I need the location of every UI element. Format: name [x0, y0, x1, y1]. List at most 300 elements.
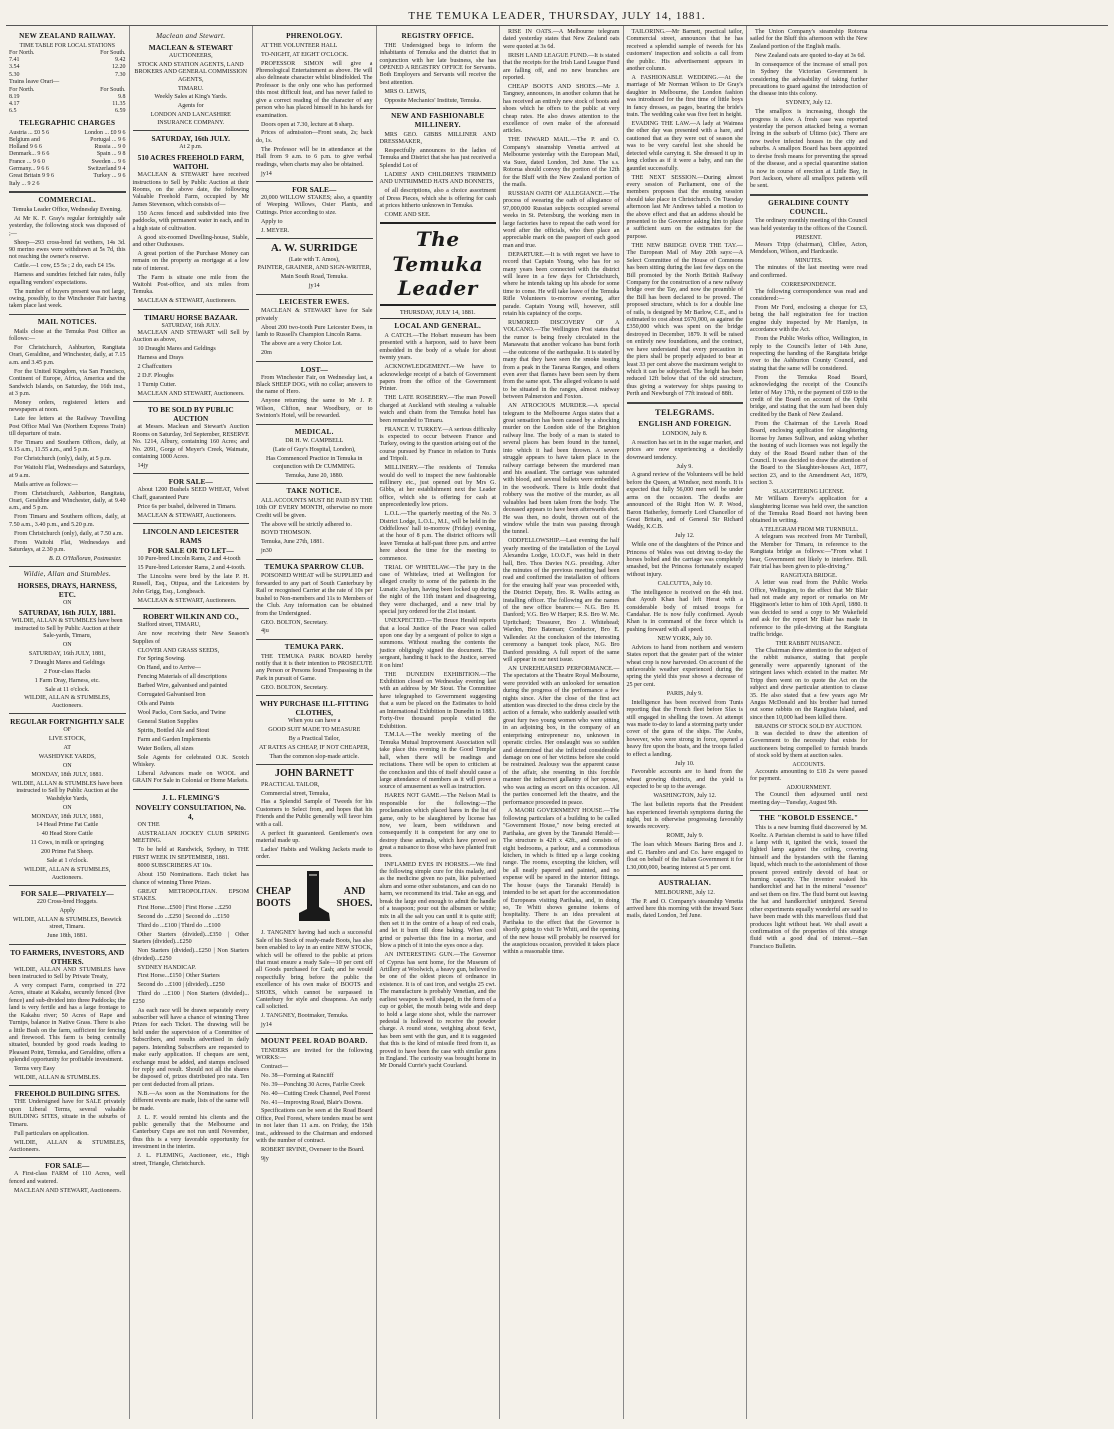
- paragraph: Contract—: [261, 1063, 289, 1070]
- table-cell: 4.17: [9, 101, 20, 108]
- divider: [256, 865, 373, 866]
- paragraph: Ladies' Habits and Walking Jackets made to order.: [256, 846, 373, 861]
- paragraph: Non Starters (divided)...£250 | Non Starters (divided)...£250: [132, 948, 249, 962]
- paragraph: PAINTER, GRAINER, AND SIGN-WRITER,: [257, 265, 372, 272]
- paragraph: SYDNEY HANDICAP.: [137, 964, 196, 971]
- paragraph: WILDIE, ALLAN & STUMBLES, Beswick street, Timaru.: [12, 916, 122, 931]
- table-cell: Switzerland 9 4: [87, 166, 126, 173]
- bazaar-text: [133, 330, 250, 398]
- table-cell: 9.8: [118, 93, 126, 100]
- australian-place: MELBOURNE, July 12.: [654, 889, 715, 896]
- table-cell: 5.30: [9, 71, 20, 78]
- railway-heading: NEW ZEALAND RAILWAY.: [19, 32, 116, 40]
- divider: [380, 108, 497, 109]
- paragraph: On Hand, and to Arrive—: [137, 665, 201, 672]
- table-cell: 7.41: [9, 57, 20, 64]
- saturday-time: At 2 p.m.: [179, 144, 203, 151]
- correspondence-heading: CORRESPONDENCE.: [781, 281, 837, 288]
- paragraph: SATURDAY, 16th JULY, 1881,: [28, 650, 106, 657]
- paragraph: FRANCE V. TURKEY.—A serious difficulty is expected to occur between France and Turkey, owing to the question arising out of the course pursued by France in relation to Tunis and Tripoli.: [379, 426, 496, 463]
- divider: [133, 130, 250, 131]
- paragraph: THE LATE ROSEBERY.—The man Powell charged at Auckland with stealing a valuable watch and chain from the Temuka hotel has been remanded to Timaru.: [379, 395, 496, 424]
- peel-heading: MOUNT PEEL ROAD BOARD.: [260, 1036, 368, 1045]
- table-row: [9, 181, 126, 188]
- mail-signature: B. D. O'Halloran, Postmaster.: [49, 555, 122, 562]
- page-header-text: THE TEMUKA LEADER, THURSDAY, JULY 14, 1881.: [408, 10, 706, 22]
- local-text-continued: [503, 29, 620, 957]
- table-cell: Spain ... 9 8: [96, 151, 126, 158]
- paragraph: Mails arrive as follows:—: [14, 481, 78, 488]
- minutes-text: The minutes of the last meeting were read and confirmed.: [750, 265, 868, 279]
- australian-heading: AUSTRALIAN.: [658, 878, 712, 887]
- paragraph: Specifications can be seen at the Road Board Office, Peel Forest, where tenders must be sent in not later than 11 a.m. on Friday, the 15th inst., addressed to the Chairman and endorsed with the number of contract.: [256, 1108, 373, 1145]
- clothes-title: WHY PURCHASE ILL-FITTING CLOTHES,: [259, 699, 369, 718]
- albury-title: TO BE SOLD BY PUBLIC AUCTION: [147, 405, 234, 424]
- railway-labels: [9, 50, 126, 57]
- sparrow-text: [256, 573, 373, 635]
- masthead: The Temuka Leader: [380, 222, 497, 305]
- table-row: [9, 151, 126, 158]
- ms-heading: Maclean and Stewart.: [156, 32, 226, 40]
- paragraph: jy14: [261, 1022, 272, 1029]
- medical-text: [256, 438, 373, 480]
- rams-heading: LINCOLN AND LEICESTER RAMS: [142, 527, 239, 546]
- commercial-heading: COMMERCIAL.: [38, 196, 96, 205]
- telegram-dateline: July 12.: [675, 533, 695, 540]
- paragraph: 4ju: [261, 628, 269, 635]
- millinery-heading: NEW AND FASHIONABLE MILLINERY.: [391, 112, 485, 129]
- paragraph: About 150 Nominations. Each ticket has chance of winning Three Prizes.: [132, 872, 249, 886]
- paragraph: Second do ...£250 | Second do ...£150: [137, 913, 230, 920]
- table-row: [9, 159, 126, 166]
- paragraph: WILDIE, ALLAN & STUMBLES have been instructed to Sell by Public Auction at the Washdyke Yards,: [11, 780, 123, 802]
- paragraph: OF: [63, 727, 72, 734]
- paragraph: Corrugated Galvanised Iron: [137, 692, 206, 699]
- paragraph: ON: [62, 763, 72, 770]
- paragraph: MACLEAN & STEWART have for Sale privately: [256, 308, 373, 322]
- accounts-heading: ACCOUNTS.: [792, 762, 826, 768]
- brands-text: It was decided to draw the attention of Government to the necessity that exists for auctioneers being compelled to furnish brands of stock sold by them at auction sales.: [750, 730, 868, 760]
- paragraph: MRS O. LEWIS,: [384, 88, 427, 95]
- paragraph: New Zealand oats are quoted to-day at 3s 6d.: [755, 52, 866, 59]
- rams-text: [133, 556, 250, 605]
- paragraph: Than the common slop-made article.: [269, 753, 359, 760]
- boots-left: BOOTS: [256, 898, 291, 910]
- paragraph: From Timaru and Southern offices, daily, at 7.50 a.m., 3.40 p.m., and 5.20 p.m.: [9, 514, 126, 528]
- paragraph: CLOVER AND GRASS SEEDS,: [137, 647, 220, 654]
- phrenology-heading: PHRENOLOGY.: [286, 32, 343, 40]
- divider: [133, 608, 250, 609]
- paragraph: From the Public Works office, Wellington, in reply to the Council's letter of 14th June, respecting the handing of the Rangitata bridge over to the Ashburton County Council, and stating that the same will be considered.: [750, 336, 868, 372]
- paragraph: ON THE: [137, 821, 160, 828]
- paragraph: From Waitohi Flat, Wednesdays and Saturdays, at 2.30 p.m.: [9, 539, 126, 553]
- paragraph: A FASHIONABLE WEDDING.—At the marriage of Mr Norman Wilson to Dr Gray's daughter in Melbourne, the London fashion was introduced for the first time of little boys in fancy dresses, as pages, bearing the bride's train. The wedding cake was five feet in height.: [626, 75, 743, 119]
- paragraph: THE INWARD MAIL.—The P. and O. Company's steamship Venetia arrived at Melbourne yesterday with the European Mail, via Suez, dated London, 3rd June. The s.s. Rotorua should convey the portion of the 12th for the Bluff with the New Zealand portion of the mails.: [503, 137, 620, 188]
- mail-text: [9, 329, 126, 555]
- divider: [750, 810, 868, 811]
- paragraph: INFLAMED EYES IN HORSES.—We find the following simple cure for this malady, and as the medicine given no pain, like pulverised alum and some other substances, and can do no harm, we recommend its trial. Take an egg, and break the large end enough to admit the handle of a teaspoon; pour out the albumen or white; mix in all the salt you can until it is quite stiff; then set it in the centre of a heap of red coals, and let it burn till done baking. When cool grind or pulverise this fine in a mortar, and blow a pinch of it into the eyes once a day.: [379, 861, 496, 950]
- paragraph: Fencing Materials of all descriptions: [137, 674, 227, 681]
- paragraph: Sale at 1 o'clock.: [46, 858, 88, 865]
- horses-date: SATURDAY, 16th JULY, 1881.: [18, 608, 116, 618]
- paragraph: No. 41—Improving Road, Blair's Downs.: [261, 1099, 363, 1106]
- correspondence-text: [750, 289, 868, 488]
- table-cell: 3.54: [9, 64, 20, 71]
- paragraph: DR H. W. CAMPBELL: [285, 438, 344, 445]
- local-heading: LOCAL AND GENERAL.: [394, 322, 482, 331]
- waitohi-text: [133, 172, 250, 306]
- paragraph: Anyone returning the same to Mr J. P. Wilson, Clifton, near Woodbury, or to Swinton's Hotel, will be rewarded.: [256, 398, 373, 420]
- column-2: [130, 26, 254, 1419]
- paragraph: COME AND SEE.: [384, 211, 431, 218]
- paragraph: About 200 two-tooth Pure Leicester Ewes, in lamb to Russell's Champion Lincoln Rams.: [256, 324, 373, 339]
- wildie-heading: Wildie, Allan and Stumbles.: [23, 570, 112, 579]
- telegram-dateline: July 9.: [676, 463, 693, 470]
- column-6: [624, 26, 748, 1419]
- table-row: [9, 144, 126, 151]
- fleming-title: NOVELTY CONSULTATION, No. 4,: [135, 802, 246, 821]
- paragraph: From Christchurch, Ashburton, Rangitata, Orari, Geraldine and Winchester, daily, at 9.40 a.m., and 5 p.m.: [9, 490, 126, 512]
- minutes-heading: MINUTES.: [795, 258, 823, 265]
- paragraph: GEO. BOLTON, Secretary.: [261, 684, 328, 691]
- paragraph: AN UNREHEARSED PERFORMANCE.—The spectators at the Theatre Royal Melbourne, were provided with an unlooked for sensation during the progress of the performance a few nights since. After the close of the first act attention was directed to the dress circle by the action of a female, who suddenly assailed with great fury two young women who were sitting in an adjoining box, in the company of an enterprising entrepreneur no, unknown in operatic circles. Her onslaught was so sudden and determined that she inflicted considerable damage on one of her victims before she could be restrained. Jealousy was the apparent cause of the affair, she resenting in this forcible manner the indiscreet gallantry of her spouse, who was acting as escort on this occasion. All the parties concerned left the theatre, and the performance proceeded in peace.: [503, 665, 620, 806]
- paragraph: THE TEMUKA PARK BOARD hereby notify that it is their intention to PROSECUTE any Person or Persons found Trespassing in the Park in pursuit of Game.: [256, 653, 373, 682]
- divider: [9, 1157, 126, 1158]
- paragraph: The Lincolns were bred by the late P. H. Russell, Esq., Otipua, and the Leicesters by John Grigg, Esq., Longbeach.: [132, 574, 249, 595]
- paragraph: 150 Acres fenced and subdivided into five paddocks, with permanent water in each, and in a high state of cultivation.: [132, 210, 249, 232]
- gibbs-text: [380, 132, 497, 220]
- paragraph: Barbed Wire, galvanised and painted: [137, 683, 228, 690]
- paragraph: Second do ...£100 | (divided)...£250: [137, 982, 225, 989]
- paragraph: WILDIE, ALLAN & STUMBLES, Auctioneers.: [24, 867, 111, 881]
- rabbit-heading: THE RABBIT NUISANCE.: [775, 640, 842, 647]
- times-table: [9, 57, 126, 79]
- divider: [9, 885, 126, 886]
- paragraph: MACLEAN & STEWART, Auctioneers.: [137, 512, 237, 519]
- paragraph: Full particulars on application.: [14, 1130, 89, 1137]
- paragraph: The Union Company's steamship Rotorua sailed for the Bluff this afternoon with the New Zealand portion of the English mails.: [750, 29, 868, 50]
- paragraph: ON: [62, 804, 72, 811]
- commercial-subheading: Temuka Leader Office, Wednesday Evening.: [12, 206, 122, 213]
- table-row: [9, 108, 126, 115]
- paragraph: MACLEAN & STEWART, Auctioneers.: [137, 298, 237, 305]
- divider: [256, 181, 373, 182]
- paragraph: The above are a very Choice Lot.: [261, 341, 343, 348]
- table-row: [9, 64, 126, 71]
- paragraph: Agents for: [177, 103, 204, 110]
- table-cell: Denmark... 9 6 6: [9, 151, 50, 158]
- clothes-text: [256, 718, 373, 761]
- paragraph: 2 D.F. Ploughs: [137, 373, 174, 379]
- paragraph: To be held at Randwick, Sydney, in THE FIRST WEEK IN SEPTEMBER, 1881.: [132, 847, 249, 861]
- adjournment-text: The Council then adjourned until next meeting day—Tuesday, August 9th.: [750, 792, 868, 806]
- paragraph: MILLINERY.—The residents of Temuka would do well to inspect the new fashionable millinery etc., just opened out by Mrs G. Gibbs, at her establishment next the Leader office, which she is offering for cash at unprecedentedly low prices.: [379, 465, 496, 509]
- column-1: [6, 26, 130, 1419]
- paragraph: A very compact Farm, comprised in 272 Acres, situate at Kakahu, securely fenced (live fence) and sub-divided into three Paddocks; the land is very fertile and has a large frontage to the Kakahu river; 50 Acres of Rape and Turnips, balance in Native Grass. There is also a little Bush on the farm, sufficient for fencing and firewood. This farm is being centrally situated, bounded by good roads leading to Pleasant Point, Temuka, and Geraldine, offers a splendid opportunity for profitable investment.: [9, 982, 126, 1064]
- notice-text: [256, 498, 373, 556]
- paragraph: ACKNOWLEDGEMENT.—We have to acknowledge receipt of a batch of Government papers from the office of the Government Printer.: [379, 364, 496, 393]
- telegrams-subheading: ENGLISH AND FOREIGN.: [638, 420, 732, 429]
- divider: [256, 361, 373, 362]
- table-cell: France ... 9 6 0: [9, 158, 45, 165]
- paragraph: AUCTIONEERS,: [168, 52, 213, 59]
- table-cell: Portugal ... 9 6: [90, 136, 126, 143]
- paragraph: Weekly Sales at King's Yards.: [154, 94, 228, 101]
- boots-right: SHOES.: [336, 898, 373, 910]
- paragraph: Harness and Drays: [137, 355, 184, 362]
- table-cell: Sweden ... 9 6: [91, 158, 126, 165]
- paragraph: Apply to: [261, 218, 283, 225]
- paragraph: Other Starters (divided)...£350 | Other Starters (divided)...£250: [132, 931, 249, 946]
- paragraph: A good six-roomed Dwelling-house, Stable, and other Outhouses.: [132, 234, 249, 248]
- registry-text: [380, 43, 497, 105]
- paragraph: N.B.—As soon as the Nominations for the different events are made, lists of the same will be made.: [132, 1090, 249, 1112]
- table-row: [9, 101, 126, 108]
- boot-icon: [295, 869, 333, 927]
- table-cell: Italy ... 9 2 6: [9, 180, 40, 187]
- paragraph: Commercial street, Temuka,: [261, 790, 330, 797]
- telegram-text: Favorable accounts are to hand from the wheat growing districts, and the yield is expected to be up to the average.: [626, 769, 743, 791]
- kobold-heading: THE "KOBOLD ESSENCE.": [759, 814, 859, 823]
- paragraph: UNEXPECTED.—The Bruce Herald reports that a local Justice of the Peace was called upon one day by a sergeant of police to sign a summons. Without reading the contents the justice obligingly signed the document. The sergeant, handing it back to the Justice, served it on him!: [379, 618, 496, 669]
- paragraph: GOOD SUIT MADE TO MEASURE: [268, 727, 361, 734]
- paragraph: A CATCH.—The Hobart museum has been presented with a harpoon, said to have been embedded in the body of a whale for about twenty years.: [379, 332, 496, 362]
- lost-title: LOST—: [300, 364, 328, 374]
- paragraph: J. TANGNEY having had such a successful Sale of his Stock of ready-made Boots, has also been enabled to lay in an entire NEW STOCK, which will be offered to the public at prices that must ensure a ready Sale—10 per cent off all Goods purchased for Cash; and he would respectfully bring before the public the excellence of his own make of BOOTS and SHOES, which cannot be surpassed in Canterbury for style and cheapness. An early call solicited.: [256, 930, 373, 1011]
- telegram-dateline: July 10.: [675, 760, 695, 767]
- newspaper-columns: [6, 26, 1108, 1419]
- paragraph: TO-NIGHT, AT EIGHT O'CLOCK.: [261, 51, 349, 58]
- table-cell: 11.35: [112, 101, 126, 108]
- paragraph: PROFESSOR SIMON will give a Phrenological Entertainment as above. He will also delineate character whilst blindfolded. The Professor is the only one who has performed this most difficult feat, and has never failed to give a correct reading of the character of any person who has placed himself in his hands for examination.: [256, 60, 373, 119]
- paragraph: TRIAL OF WHITELAW.—The jury in the case of Whitelaw, tried at Wellington for alleged cruelty to some of the patients in the Lunatic Asylum, having been locked up during the night of the 11th instant and disagreeing, they were discharged, and a new trial by special jury ordered for the 21st instant.: [379, 564, 496, 616]
- paragraph: 10 Draught Mares and Geldings: [137, 346, 216, 353]
- table-cell: London ... £0 9 6: [84, 129, 126, 136]
- paragraph: Third do ...£100 | Third do ...£100: [137, 922, 221, 929]
- turnbull-text: A telegram was received from Mr Turnbull, the Member for Timaru, in reference to the Rangitata bridge as follows:—"From what I hear, Government not likely to interfere. Bill. Fair trial has been given to pile-driving.": [750, 534, 868, 571]
- paragraph: WILDIE, ALLAN & STUMBLES have been instructed to Sell by Public Auction at their Sale-yards, Timaru,: [11, 618, 123, 639]
- divider: [133, 309, 250, 310]
- paragraph: Has Commenced Practice in Temuka in conjunction with Dr CUMMING.: [266, 456, 363, 470]
- rams-title: FOR SALE OR TO LET—: [147, 546, 234, 556]
- table-cell: 6.59: [115, 108, 126, 115]
- column-4: [377, 26, 501, 1419]
- paragraph: Terms very Easy: [14, 1066, 55, 1073]
- table-cell: Belgium and: [9, 136, 40, 143]
- paragraph: Temuka, June 20, 1880.: [285, 472, 344, 479]
- paragraph: Late fee letters at the Railway Travelling Post Office Mail Van (Northern Express Train) till departure of train.: [9, 416, 126, 438]
- paragraph: (Late with T. Amos),: [288, 256, 340, 263]
- table-cell: Holland 9 6 6: [9, 144, 42, 151]
- paragraph: ALL ACCOUNTS MUST BE PAID BY THE 10th OF EVERY MONTH, otherwise no more Credit will be given.: [256, 497, 373, 519]
- paragraph: Liberal Advances made on WOOL and GRAIN For Sale in Colonial or Home Markets.: [132, 770, 249, 785]
- telegram-text: A reaction has set in in the sugar market, and prices are now experiencing a decidedly downward tendency.: [626, 439, 743, 461]
- paragraph: About 1200 Bushels SEED WHEAT, Velvet Chaff, guaranteed Pure: [132, 487, 249, 501]
- table-cell: Turkey ... 9 6: [93, 173, 126, 180]
- paragraph: THE Undersigned have for SALE privately upon Liberal Terms, several valuable BUILDING SITES, situate in the suburbs of Timaru.: [9, 1099, 126, 1128]
- table-cell: For North.: [9, 86, 35, 93]
- paragraph: Sale at 11 o'clock.: [45, 686, 90, 693]
- paragraph: AT RATES AS CHEAP, IF NOT CHEAPER,: [259, 745, 370, 752]
- paragraph: DEPARTURE.—It is with regret we have to record that Captain Young, who has for so many years been connected with the district will leave in a few days for Christchurch, where he intends taking up his abode for some time to come. He will take leave of the Temuka Rifle Volunteers to-morrow evening, after parade. Captain Young will, however, still retain his captaincy of the corps.: [503, 251, 620, 318]
- australian-text: The P. and O. Company's steamship Venetia arrived here this morning with the inward Suez mails, dated London, 3rd June.: [626, 898, 743, 920]
- paragraph: J. L. F. would remind his clients and the public generally that the Melbourne and Canterbury Cups are not run until November, thus this is a very favorable opportunity for investment in the interim.: [132, 1114, 249, 1151]
- hoggets-title: FOR SALE—PRIVATELY—: [20, 888, 114, 898]
- telegram-dateline: NEW YORK, July 10.: [657, 635, 713, 642]
- paragraph: J. TANGNEY, Bootmaker, Temuka.: [261, 1013, 349, 1020]
- south-label: For South.: [100, 49, 126, 56]
- paragraph: For the United Kingdom, via San Francisco, Continent of Europe, Africa, America and the Sandwich Islands, on Saturday, the 16th inst., at 3 p.m.: [9, 368, 126, 397]
- park-heading: TEMUKA PARK.: [284, 642, 344, 651]
- ms-title: MACLEAN & STEWART: [148, 42, 233, 52]
- forsale-text: [9, 1171, 126, 1195]
- adjournment-heading: ADJOURNMENT.: [786, 785, 831, 792]
- boots-and: AND: [343, 885, 366, 897]
- telegram-dateline: WASHINGTON, July 12.: [653, 793, 717, 800]
- paragraph: General Station Supplies: [137, 718, 199, 725]
- divider: [256, 559, 373, 560]
- telegram-text: The last bulletin reports that the President has experienced feverish symptoms during the night, but is otherwise progressing favorably towards recovery.: [626, 802, 743, 831]
- paragraph: jn30: [261, 548, 272, 555]
- paragraph: 9jy: [261, 1155, 269, 1162]
- divider: [133, 789, 250, 790]
- railway-subheading: TIME TABLE FOR LOCAL STATIONS: [19, 42, 115, 49]
- telegraph-table: [9, 130, 126, 189]
- fleming-heading: J. L. FLEMING'S: [162, 792, 220, 802]
- paragraph: THE NEXT SESSION.—During almost every session of Parliament, one of the members proposes that the ensuing session should take place in Christchurch. On Tuesday afternoon last Mr Andrews tabled a motion to the above effect and that an address should be presented to the Governor asking him to place a sufficient sum on the estimates for the purpose.: [626, 174, 743, 240]
- wilkin-text: [133, 622, 250, 786]
- surridge-text: [256, 257, 373, 291]
- paragraph: 11 Cows, in milk or springing: [30, 840, 104, 847]
- paragraph: In consequence of the increase of small pox in Sydney the Victorian Government is considering the advisability of taking further precautions to guard against the introduction of the disease into this colony.: [750, 61, 868, 98]
- council-text: [750, 218, 868, 233]
- paragraph: When you can have a: [288, 718, 341, 725]
- seed-text: [133, 487, 250, 520]
- telegram-items: [627, 431, 744, 872]
- rangitata-text: A letter was read from the Public Works Office, Wellington, to the effect that Mr Blair had not made any report or remarks on Mr Higginson's letter to him of 10th April, 1880. It was decided to send a copy to Mr Wakefield and ask for the report Mr Blair has made in reference to the pile-driving at the Rangitata traffic bridge.: [750, 580, 868, 639]
- divider: [256, 424, 373, 425]
- ms-text: [133, 53, 250, 127]
- paragraph: A MAORI GOVERNMENT HOUSE.—The following particulars of a building to be called "Government House," now being erected at Parihaka, are given by the Taranaki Herald:—The structure is 42ft x 42ft., and consists of eight bedrooms, a parlour, and a commodious kitchen, in which is fitted up a large cooking range. The rooms, excepting the kitchen, will be all neatly papered and painted, and no expense will be spared in the interior fittings. The house (says the Taranaki Herald) is intended to be set apart for the accommodation of Europeans visiting Parihaka, and, in doing so, Te Whiti shows genuine tokens of hospitality. There is an idea prevalent at Parihaka to the effect that the Governor is shortly going to visit Te Whiti, and the opening of the new house will probably be reserved for the auspicious occasion, provided it takes place within a reasonable time.: [503, 808, 620, 956]
- sydney-text: The smallpox is increasing, though the progress is slow. A fresh case was reported yesterday the person attacked being a woman living in the suburb of Ultimo (sic). There are now twelve infected houses in the city and suburbs. A smallpox Board has been appointed to devise fresh means for preventing the spread of the disease, and a special quarantine station is now in course of erection at Little Bay, in Port Jackson, where all smallpox patients will be sent.: [750, 109, 868, 190]
- tangney-text: [256, 930, 373, 1029]
- table-cell: 6.5: [9, 108, 17, 115]
- paragraph: No. 38—Forming at Rainciiff: [261, 1072, 334, 1079]
- paragraph: For Christchurch (only), daily, at 5 p.m.: [14, 456, 112, 463]
- mail-heading: MAIL NOTICES.: [37, 317, 97, 326]
- paragraph: WILDIE, ALLAN & STUMBLES, Auctioneers.: [24, 695, 111, 709]
- boots-cheap: CHEAP: [256, 885, 291, 897]
- paragraph: WILDIE, ALLAN & STUMBLES, Auctioneers.: [9, 1139, 126, 1154]
- paragraph: BOYD THOMSON.: [261, 530, 312, 537]
- paragraph: 8000 SUBSCRIBERS AT 10s.: [137, 863, 212, 870]
- paragraph: 20m: [261, 350, 272, 357]
- commercial-text: [9, 216, 126, 311]
- paragraph: AT THE VOLUNTEER HALL: [261, 42, 338, 49]
- paragraph: No. 40—Cutting Creek Channel, Peel Forest: [261, 1090, 371, 1097]
- paragraph: AN INTERESTING GUN.—The Governor of Cyprus has sent home, for the Museum of Artillery at Woolwich, a heavy gun, believed to be one of the oldest pieces of ordnance in existence. It is of cast iron, and weighs 25 cwt. The manufacture is probably Venetian, and the earliest weapon is well shaped, in the form of a cup or goblet, the mouth being wide and deep to hold a large stone shot, while the narrower pedestal is hollowed to receive the powder charge. A round stone, weighing about 6cwt, has been sent with the gun, and it is suggested that this is the kind of missile fired from it, as proved to have been the case with similar guns in England. The curiosity was brought home in Mr Donald Currie's yacht Courland.: [379, 952, 496, 1070]
- divider: [256, 483, 373, 484]
- paragraph: Oils and Paints: [137, 701, 175, 708]
- paragraph: LIVE STOCK,: [48, 736, 86, 743]
- paragraph: 200 Prime Fat Sheep.: [41, 849, 94, 856]
- table-cell: 7.30: [115, 71, 126, 78]
- paragraph: PRACTICAL TAILOR,: [261, 781, 320, 788]
- paragraph: LONDON AND LANCASHIRE INSURANCE COMPANY.: [150, 112, 231, 126]
- dateline: THURSDAY, JULY 14, 1881.: [380, 309, 497, 320]
- fortnightly-title: REGULAR FORTNIGHTLY SALE: [10, 717, 125, 727]
- paragraph: 14jy: [137, 462, 149, 469]
- fleming-text: [133, 822, 250, 1168]
- column-5: [500, 26, 624, 1419]
- notice-heading: TAKE NOTICE.: [286, 486, 342, 495]
- table-row: [9, 130, 126, 137]
- table-row: [9, 94, 126, 101]
- horses-text: [9, 618, 126, 710]
- divider: [256, 1033, 373, 1034]
- paragraph: 15 Pure-bred Leicester Rams, 2 and 4-tooth.: [137, 565, 246, 572]
- paragraph: First Horse...£500 | First Horse ...£250: [137, 905, 232, 912]
- telegrams-continued: [750, 29, 868, 99]
- paragraph: 2 Four-class Hacks: [43, 668, 91, 675]
- paragraph: Sheep—293 cross-bred fat wethers, 14s 3d. 90 merino ewes were withdrawn at 5s 7d, this not reaching the owner's reserve.: [9, 239, 126, 261]
- paragraph: Has a Splendid Sample of Tweeds for his Customers to Select from, and hopes that his Friends and the Public generally will favor him with a call.: [256, 799, 373, 828]
- paragraph: No. 39—Ponching 30 Acres, Fairlie Creek: [261, 1081, 365, 1088]
- paragraph: THE NEW BRIDGE OVER THE TAY.—The European Mail of May 20th says:—A Select Committee of the House of Commons has been sitting during the last few days on the Bill promoted by the North British Railway Company for the construction of a new railway bridge over the Tay, and now the preamble of the Bill has been declared to be proved. The proposed structure, which is for a double line of rails, is designed by Mr Barlow, C.E., and is estimated to cost about £670,000, as against the £350,000 which was spent on the bridge destroyed in December, 1879. It will be raised on entirely new foundations, and the contract, we have understand that every precaution in the piers shall be properly adjusted to bear at least 33 per cent above the maximum weight to which it can be subjected. The height has been reduced 12ft below that of the old structure, thus giving a waterway for ships passing to Perth and Newburgh of 77ft instead of 88ft.: [626, 242, 743, 398]
- phrenology-text: [256, 43, 373, 178]
- albury-text: [133, 424, 250, 470]
- waitohi-title: 510 ACRES FREEHOLD FARM, WAITOHI.: [137, 153, 244, 172]
- paragraph: From the Temuka Road Board, acknowledging the receipt of the Council's letter of May 17th, re the payment of £69 to the credit of the Board on account of the Opihi bridge, and stating that the sum had been duly credited by the Bank of New Zealand.: [750, 374, 868, 418]
- telegram-dateline: ROME, July 9.: [666, 833, 704, 840]
- paragraph: The Professor will be in attendance at the Hall from 9 a.m. to 6 p.m. to give verbal readings, when charts may also be obtained.: [256, 146, 373, 168]
- freehold-text: [9, 1099, 126, 1154]
- park-text: [256, 654, 373, 693]
- paragraph: AT: [63, 745, 71, 752]
- paragraph: 1 Farm Dray, Harness, etc.: [34, 677, 100, 684]
- local-text-end: [627, 29, 744, 399]
- barnett-text: [256, 782, 373, 862]
- paragraph: TAILORING.—Mr Barnett, practical tailor, Commercial street, announces that he has received a splendid sample of tweeds for his customers' inspection and solicits a call from the public. His advertisement appears in another column.: [626, 29, 743, 73]
- paragraph: Cattle.—1 cow, £5 5s ; 2 do, each £4 15s.: [14, 263, 116, 270]
- council-heading: GERALDINE COUNTY COUNCIL.: [768, 198, 850, 216]
- telegram-text: Intelligence has been received from Tunis reporting that the French fleet before Sfax is still engaged in shelling the town. At attempt was made to-day to land a storming party under cover of the guns of the ships. The Arabs, however, who were strong in force, opened a heavy fire upon the boats, and the troops failed to effect a landing.: [626, 699, 743, 758]
- divider: [9, 1085, 126, 1086]
- paragraph: 220 Cross-bred Hoggets.: [36, 898, 98, 905]
- telegram-text: A grand review of the Volunteers will be held before the Queen, at Windsor, next month. It is expected that fully 56,000 men will be under arms on the occasion. The deaths are announced of the Right Hon W. P. Wood, Baron Hatherley, formerly Lord Chancellor of Great Britain, and of General Sir Richard Waddy, K.C.B.: [626, 472, 743, 531]
- willow-text: [256, 195, 373, 235]
- divider: [627, 402, 744, 404]
- forsale-title: FOR SALE—: [45, 1161, 90, 1171]
- kobold-text: This is a new burning fluid discovered by M. Koeltz. A Parisian chemist is said to have filled a lamp with it, ignited the wick, tossed the lighted lamp against the ceiling, covering himself and the bystanders with the flaming liquid, which much to the astonishment of those present proved entirely devoid of heat or burning capacity. The inventor soaked his handkerchief and hat in the mineral "essence" and set them on fire. The fluid burnt out leaving the hat and handkerchief uninjured. Several other experiments equally wonderful are said to have been made with this marvellous fluid that produces light without heat. We shall await a confirmation of the properties of this strange fluid with a good deal of interest.—San Francisco Bulletin.: [750, 825, 868, 950]
- paragraph: jy14: [261, 170, 272, 177]
- paragraph: AUSTRALIAN JOCKEY CLUB SPRING MEETING.: [132, 830, 249, 845]
- paragraph: MACLEAN AND STEWART, Auctioneers.: [14, 1187, 121, 1194]
- paragraph: WILDIE, ALLAN AND STUMBLES have been instructed to Sell by Private Treaty,: [9, 966, 126, 981]
- table-cell: 8.19: [9, 93, 20, 100]
- paragraph: (Late of Guy's Hospital, London),: [272, 447, 356, 454]
- paragraph: From Mr Ford, enclosing a cheque for £3, being the half registration fee for traction engine duly inspected by Mr Hamlyn, in accordance with the Act.: [750, 304, 868, 334]
- sydney-place: SYDNEY, July 12.: [785, 100, 832, 107]
- table-row: [9, 57, 126, 64]
- barnett-title: JOHN BARNETT: [274, 768, 354, 780]
- paragraph: A perfect fit guaranteed. Gentlemen's own material made up.: [256, 830, 373, 845]
- paragraph: By a Practical Tailor,: [288, 736, 340, 743]
- willow-title: FOR SALE—: [292, 184, 337, 194]
- telegram-dateline: LONDON, July 8.: [662, 430, 708, 437]
- paragraph: 14 Head Prime Fat Cattle: [36, 822, 99, 829]
- paragraph: AN ATROCIOUS MURDER.—A special telegram to the Melbourne Argus states that a great sensation has been caused by a shocking murder on the London side of the Brighton railway line. The body of a man is stated to several places has been found in the tunnel, into which it had been thrown. A severe struggle appears to have taken place in the railway carriage between the murdered man and his assailant. The carriage was saturated with blood, and several bullets were embedded in the woodwork. There is little doubt that robbery was the motive of the murder, as all valuables had been taken from the body. The deceased appears to have been afterwards shot. He was then, no doubt, thrown out of the window while the train was passing through the tunnel.: [503, 403, 620, 536]
